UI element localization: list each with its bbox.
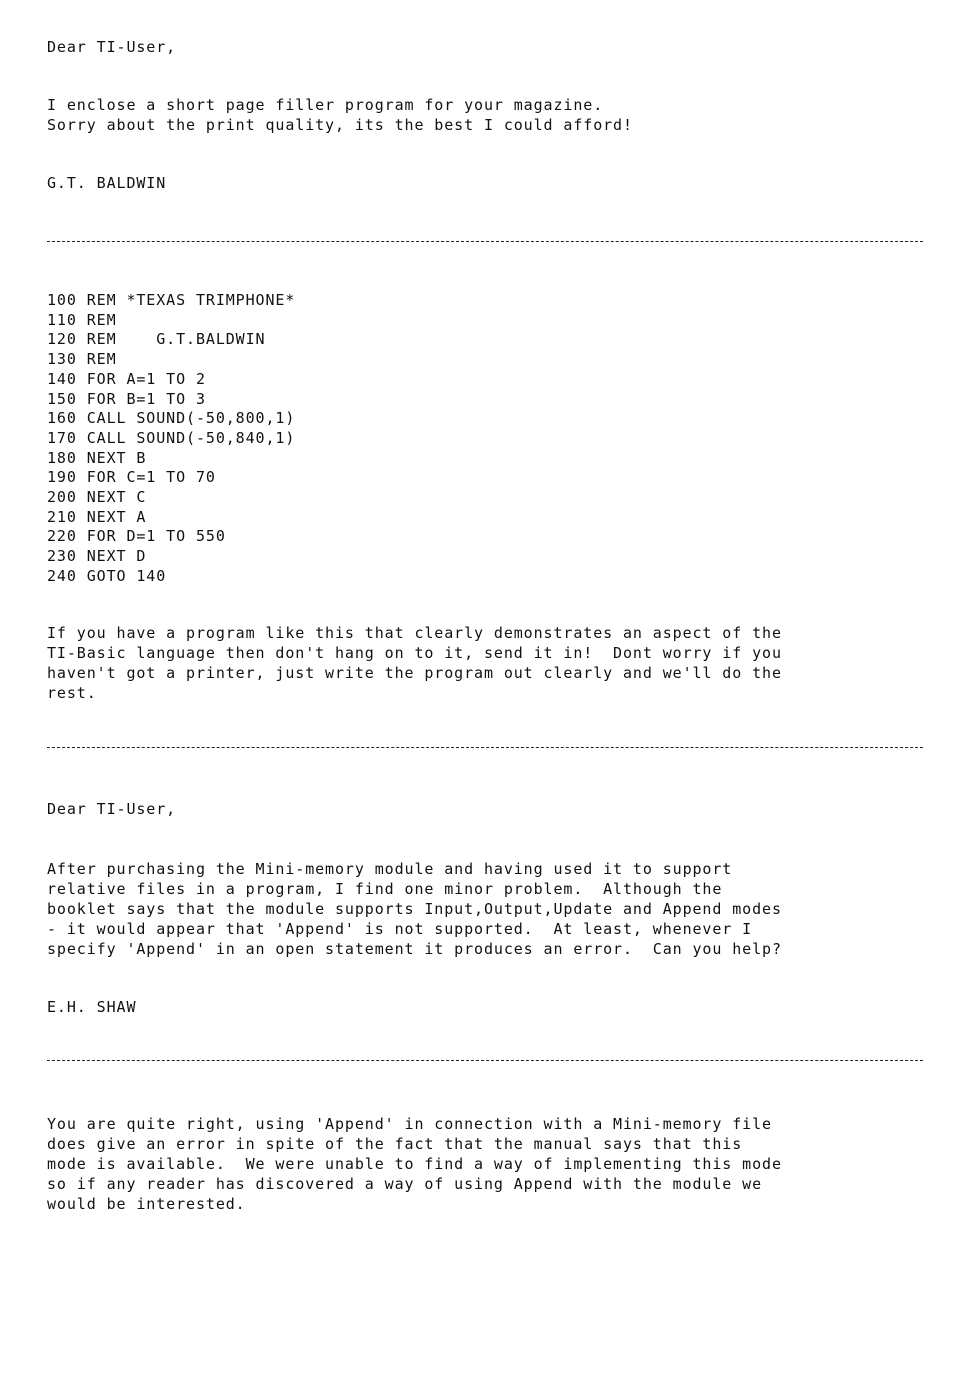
letter2-body-line: After purchasing the Mini-memory module and having used it to support: [47, 860, 733, 878]
program-line: 110 REM: [47, 310, 117, 329]
editor-note-line: If you have a program like this that clearly demonstrates an aspect of the: [47, 624, 782, 642]
program-line: 150 FOR B=1 TO 3: [47, 389, 206, 408]
program-line: 170 CALL SOUND(-50,840,1): [47, 428, 296, 447]
editor-note-line: rest.: [47, 684, 97, 702]
reply-line: would be interested.: [47, 1195, 246, 1213]
letter1-body-line: I enclose a short page filler program for your magazine.: [47, 96, 604, 114]
program-line: 240 GOTO 140: [47, 566, 167, 585]
letter1-body-line: Sorry about the print quality, its the best I could afford!: [47, 116, 633, 134]
dashed-divider: [47, 1060, 923, 1061]
reply-line: mode is available. We were unable to find a way of implementing this mode: [47, 1155, 782, 1173]
letter1-salutation: Dear TI-User,: [47, 38, 177, 56]
program-line: 220 FOR D=1 TO 550: [47, 527, 226, 546]
reply-line: You are quite right, using 'Append' in connection with a Mini-memory file: [47, 1115, 772, 1133]
editor-note-line: TI-Basic language then don't hang on to it, send it in! Dont worry if you: [47, 644, 782, 662]
program-line: 230 NEXT D: [47, 547, 147, 566]
program-line: 140 FOR A=1 TO 2: [47, 369, 206, 388]
letter2-body-line: - it would appear that 'Append' is not supported. At least, whenever I: [47, 920, 753, 938]
program-line: 100 REM *TEXAS TRIMPHONE*: [47, 291, 296, 309]
program-line: 160 CALL SOUND(-50,800,1): [47, 409, 296, 428]
letter2-body-line: specify 'Append' in an open statement it produces an error. Can you help?: [47, 940, 782, 958]
program-line: 120 REM G.T.BALDWIN: [47, 330, 266, 349]
program-line: 190 FOR C=1 TO 70: [47, 468, 216, 487]
program-line: 210 NEXT A: [47, 507, 147, 526]
dashed-divider: [47, 747, 923, 748]
program-line: 130 REM: [47, 350, 117, 369]
program-line: 180 NEXT B: [47, 448, 147, 467]
dashed-divider: [47, 241, 923, 242]
letter2-body-line: booklet says that the module supports Input,Output,Update and Append modes: [47, 900, 782, 918]
editor-note-line: haven't got a printer, just write the program out clearly and we'll do the: [47, 664, 782, 682]
letter2-body-line: relative files in a program, I find one minor problem. Although the: [47, 880, 723, 898]
reply-line: so if any reader has discovered a way of using Append with the module we: [47, 1175, 763, 1193]
program-line: 200 NEXT C: [47, 488, 147, 506]
letter2-salutation: Dear TI-User,: [47, 800, 177, 818]
reply-line: does give an error in spite of the fact that the manual says that this: [47, 1135, 743, 1153]
letter2-signature: E.H. SHAW: [47, 998, 137, 1016]
letter1-signature: G.T. BALDWIN: [47, 174, 167, 192]
